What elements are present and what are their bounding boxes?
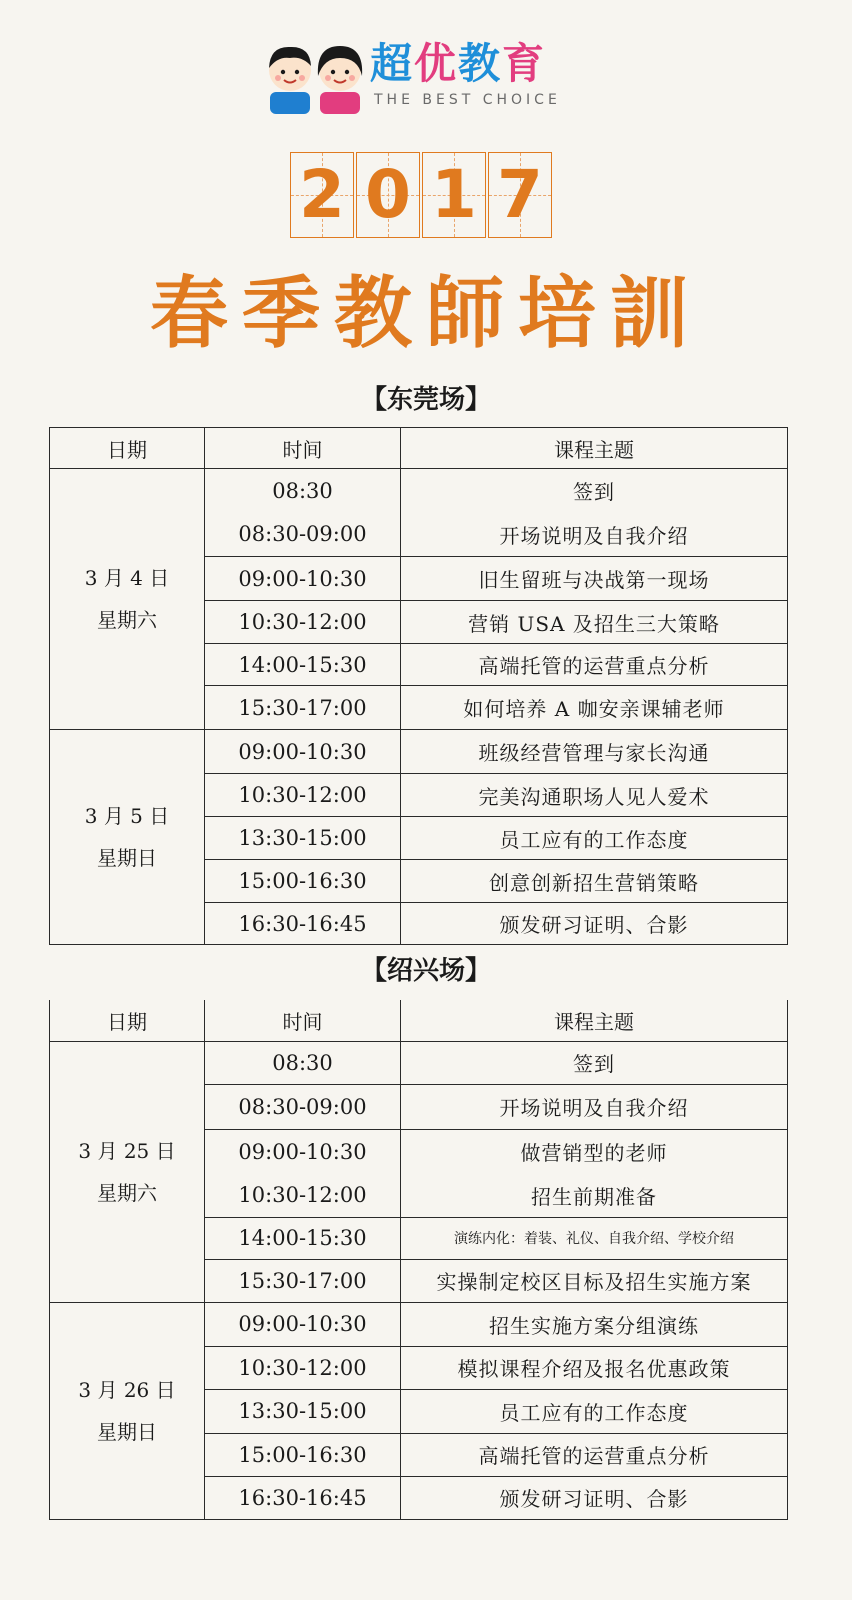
section-title-shaoxing: 【绍兴场】 [360,956,491,986]
header-date: 日期 [50,1000,205,1041]
header-topic: 课程主题 [401,428,788,469]
brand-tagline: THE BEST CHOICE [374,92,561,108]
day-cell [50,1302,205,1519]
topic-cell: 招生前期准备 [401,1174,788,1217]
topic-cell: 签到 [401,469,788,513]
header-date: 日期 [50,428,205,469]
topic-cell: 创意创新招生营销策略 [401,860,788,903]
topic-cell: 做营销型的老师 [401,1129,788,1174]
day-date: 3 月 4 日 [84,566,170,590]
time-cell: 14:00-15:30 [205,644,401,686]
time-cell: 16:30-16:45 [205,1476,401,1519]
day-cell [50,1041,205,1302]
day-weekday: 星期日 [97,846,157,870]
brand-name [370,38,546,90]
day-weekday: 星期六 [97,1180,157,1205]
year-digit: 1 [422,152,486,238]
section-title-dongguan: 【东莞场】 [360,385,491,415]
time-cell: 15:30-17:00 [205,686,401,730]
brand-char: 优 [414,39,459,88]
kids-logo-icon [262,36,372,114]
topic-cell: 颁发研习证明、合影 [401,903,788,945]
topic-cell: 员工应有的工作态度 [401,1389,788,1433]
time-cell: 09:00-10:30 [205,557,401,601]
topic-cell: 实操制定校区目标及招生实施方案 [401,1259,788,1302]
topic-cell: 演练内化：着装、礼仪、自我介绍、学校介绍 [401,1217,788,1259]
time-cell: 15:00-16:30 [205,860,401,903]
day-date: 3 月 25 日 [78,1138,176,1163]
day-cell [50,730,205,945]
year-grid [290,152,552,240]
brand-char: 教 [458,39,503,88]
schedule-table-shaoxing [49,1000,788,1520]
time-cell: 08:30-09:00 [205,1084,401,1129]
brand-char: 超 [370,39,415,88]
time-cell: 15:00-16:30 [205,1433,401,1476]
page-title: 春季教師培訓 [149,268,702,359]
time-cell: 10:30-12:00 [205,601,401,644]
day-weekday: 星期六 [97,608,157,632]
topic-cell: 班级经营管理与家长沟通 [401,730,788,774]
topic-cell: 签到 [401,1041,788,1084]
time-cell: 16:30-16:45 [205,903,401,945]
time-cell: 09:00-10:30 [205,730,401,774]
time-cell: 08:30 [205,469,401,513]
topic-cell: 高端托管的运营重点分析 [401,644,788,686]
table-row [50,1302,788,1346]
time-cell: 08:30 [205,1041,401,1084]
table-row [50,1041,788,1084]
brand-char: 育 [502,39,547,88]
topic-cell: 招生实施方案分组演练 [401,1302,788,1346]
year-digit: 7 [488,152,552,238]
table-row [50,469,788,513]
topic-cell: 营销 USA 及招生三大策略 [401,601,788,644]
time-cell: 10:30-12:00 [205,1174,401,1217]
day-date: 3 月 26 日 [78,1377,176,1402]
header-time: 时间 [205,428,401,469]
topic-cell: 颁发研习证明、合影 [401,1476,788,1519]
day-cell [50,469,205,730]
year-digit: 2 [290,152,354,238]
topic-cell: 高端托管的运营重点分析 [401,1433,788,1476]
time-cell: 10:30-12:00 [205,1346,401,1389]
year-digit: 0 [356,152,420,238]
day-date: 3 月 5 日 [84,804,170,828]
time-cell: 15:30-17:00 [205,1259,401,1302]
topic-cell: 开场说明及自我介绍 [401,513,788,557]
time-cell: 13:30-15:00 [205,817,401,860]
topic-cell: 模拟课程介绍及报名优惠政策 [401,1346,788,1389]
header-topic: 课程主题 [401,1000,788,1041]
topic-cell: 旧生留班与决战第一现场 [401,557,788,601]
logo [262,36,602,114]
time-cell: 10:30-12:00 [205,774,401,817]
time-cell: 09:00-10:30 [205,1302,401,1346]
header-time: 时间 [205,1000,401,1041]
schedule-table-dongguan [49,427,788,945]
topic-cell: 开场说明及自我介绍 [401,1084,788,1129]
time-cell: 13:30-15:00 [205,1389,401,1433]
day-weekday: 星期日 [97,1419,157,1444]
topic-cell: 完美沟通职场人见人爱术 [401,774,788,817]
time-cell: 09:00-10:30 [205,1129,401,1174]
time-cell: 14:00-15:30 [205,1217,401,1259]
topic-cell: 如何培养 A 咖安亲课辅老师 [401,686,788,730]
topic-cell: 员工应有的工作态度 [401,817,788,860]
table-row [50,730,788,774]
time-cell: 08:30-09:00 [205,513,401,557]
